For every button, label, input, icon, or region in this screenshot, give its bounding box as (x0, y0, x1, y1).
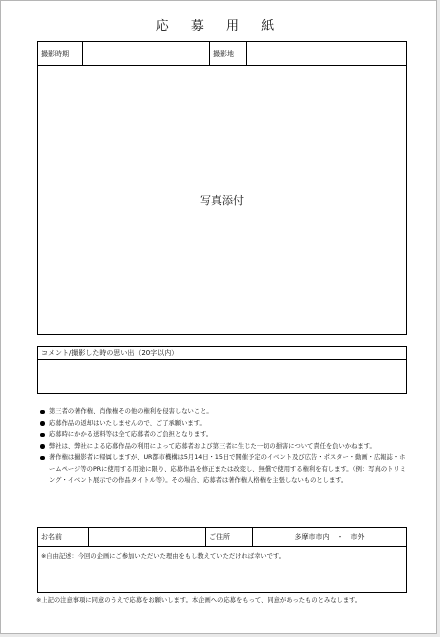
note-item: 著作権は撮影者に帰属しますが、UR都市機構は5月14日・15日で開催予定のイベント及び広告・ポスター・動画・広報誌・ホームページ等のPRに使用する用途に限り、応募作品を修正または改変し、無償で使用する権利を有します。（例：写真のトリミング・イベント展示での作品タイトル等）。その場合、応募者は著作権人格権を主張しないものとします。 (38, 452, 408, 487)
free-comment-box[interactable] (37, 547, 407, 593)
shoot-place-label: 撮影地 (210, 42, 247, 66)
free-comment-label: ※自由記述：今回の企画にご参加いただいた理由をもし教えていただければ幸いです。 (41, 553, 286, 560)
bullet-icon (40, 433, 45, 438)
bullet-icon (40, 410, 45, 415)
comment-field[interactable] (38, 360, 406, 394)
notes-list (38, 406, 408, 487)
shoot-place-field[interactable] (247, 42, 407, 66)
note-item: 応募時にかかる送料等は全て応募者のご負担となります。 (38, 429, 408, 441)
photo-placeholder-text: 写真添付 (200, 194, 244, 207)
shoot-date-label: 撮影時期 (38, 42, 83, 66)
note-item: 応募作品の返却はいたしませんので、ご了承願います。 (38, 418, 408, 430)
footer-note: ※上記の注意事項に同意のうえで応募をお願いします。本企画への応募をもって、同意があったものとみなします。 (36, 597, 362, 604)
address-label: ご住所 (206, 528, 253, 547)
address-field[interactable]: 多摩市市内 ・ 市外 (253, 528, 407, 547)
bullet-icon (40, 444, 45, 449)
note-item: 第三者の著作権、肖像権その他の権利を侵害しないこと。 (38, 406, 408, 418)
comment-label: コメント/撮影した時の思い出（20字以内） (38, 347, 406, 360)
comment-box (37, 346, 407, 394)
form-title: 応 募 用 紙 (155, 19, 284, 34)
shoot-date-field[interactable] (83, 42, 210, 66)
applicant-table (37, 527, 407, 547)
photo-attach-box[interactable] (37, 65, 407, 335)
shoot-info-table (37, 41, 407, 66)
name-label: お名前 (38, 528, 89, 547)
bullet-icon (40, 456, 45, 461)
note-item: 弊社は、弊社による応募作品の利用によって応募者および第三者に生じた一切の損害について責任を負いかねます。 (38, 441, 408, 453)
bullet-icon (40, 421, 45, 426)
name-field[interactable] (89, 528, 206, 547)
